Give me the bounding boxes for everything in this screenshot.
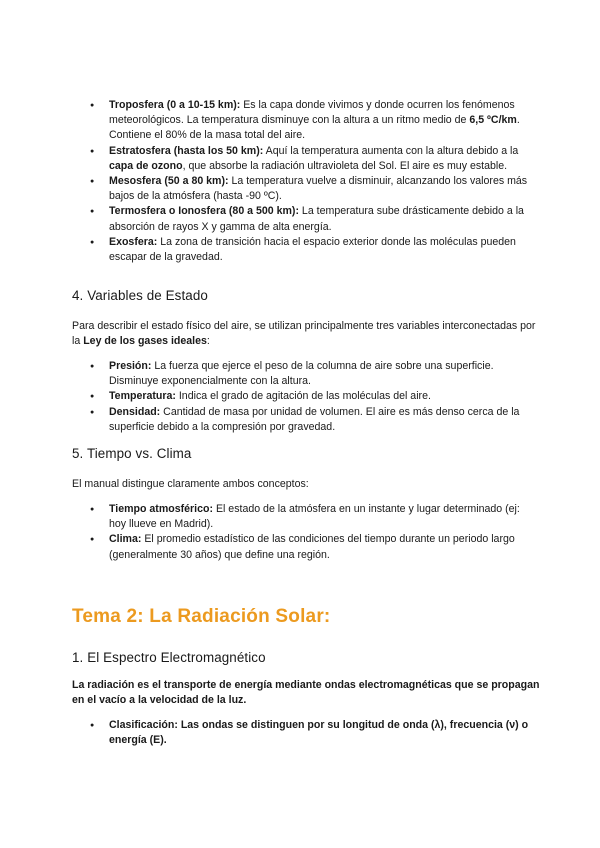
atmosphere-layers-list: [0, 98, 600, 265]
list-item: ● Mesosfera (50 a 80 km): La temperatura vuelve a disminuir, alcanzando los valores más bajos de la atmósfera (hasta -90 ºC).: [0, 174, 600, 204]
list-item: ● Temperatura: Indica el grado de agitación de las moléculas del aire.: [0, 389, 600, 404]
list-item: ● Clasificación: Las ondas se distinguen por su longitud de onda (λ), frecuencia (ν) o energía (E).: [0, 718, 600, 748]
paragraph: Para describir el estado físico del aire, se utilizan principalmente tres variables interconectadas por la Ley de los gases ideales:: [72, 320, 536, 348]
list-item: ● Presión: La fuerza que ejerce el peso de la columna de aire sobre una superficie. Disminuye exponencialmente con la altura.: [0, 359, 600, 389]
layer-name: Estratosfera (hasta los 50 km):: [109, 144, 264, 157]
list-item: ● Estratosfera (hasta los 50 km): Aquí la temperatura aumenta con la altura debido a la capa de ozono, que absorbe la radiación ultravioleta del Sol. El aire es muy estable.: [0, 144, 600, 174]
weather-climate-list: [0, 502, 600, 563]
list-item: ● Densidad: Cantidad de masa por unidad de volumen. El aire es más denso cerca de la superficie debido a la compresión por gravedad.: [0, 405, 600, 435]
state-variables-list: [0, 359, 600, 435]
paragraph: El manual distingue claramente ambos conceptos:: [72, 478, 309, 490]
section-heading: 5. Tiempo vs. Clima: [72, 446, 192, 461]
list-item: ● Clima: El promedio estadístico de las condiciones del tiempo durante un periodo largo (generalmente 30 años) que define una región.: [0, 532, 600, 562]
list-item: ● Troposfera (0 a 10-15 km): Es la capa donde vivimos y donde ocurren los fenómenos meteorológicos. La temperatura disminuye con la altura a un ritmo medio de 6,5 ºC/km. Contiene el 80% de la masa total del aire.: [0, 98, 600, 144]
layer-name: Mesosfera (50 a 80 km):: [109, 175, 229, 188]
radiation-list: [0, 718, 600, 748]
layer-name: Troposfera (0 a 10-15 km):: [109, 99, 241, 111]
section-heading: 4. Variables de Estado: [72, 288, 208, 303]
list-item: ● Exosfera: La zona de transición hacia el espacio exterior donde las moléculas pueden escapar de la gravedad.: [0, 235, 600, 265]
list-item: ● Tiempo atmosférico: El estado de la atmósfera en un instante y lugar determinado (ej: hoy llueve en Madrid).: [0, 502, 600, 532]
layer-name: Termosfera o Ionosfera (80 a 500 km):: [109, 205, 299, 218]
definition-paragraph: La radiación es el transporte de energía mediante ondas electromagnéticas que se propagan en el vacío a la velocidad de la luz.: [72, 679, 540, 707]
section-heading: 1. El Espectro Electromagnético: [72, 650, 266, 665]
chapter-title: Tema 2: La Radiación Solar:: [72, 606, 331, 627]
layer-name: Exosfera:: [109, 235, 158, 248]
list-item: ● Termosfera o Ionosfera (80 a 500 km): La temperatura sube drásticamente debido a la absorción de rayos X y gamma de alta energía.: [0, 204, 600, 234]
